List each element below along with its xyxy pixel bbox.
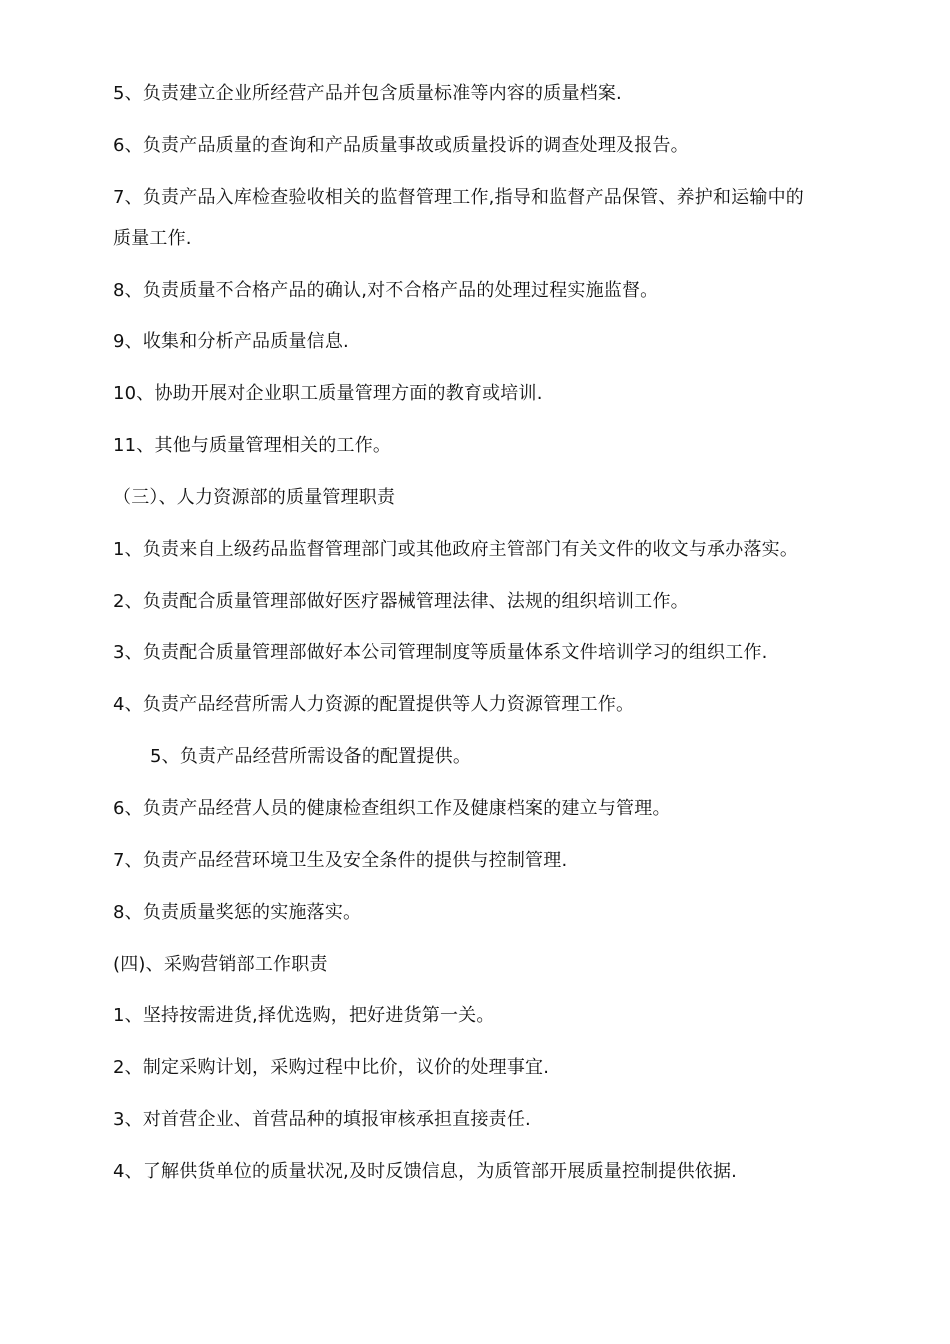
text-line: 6、负责产品质量的查询和产品质量事故或质量投诉的调查处理及报告。 [113, 135, 689, 156]
text-line: 6、负责产品经营人员的健康检查组织工作及健康档案的建立与管理。 [113, 798, 671, 819]
text-line: 9、收集和分析产品质量信息. [113, 331, 349, 352]
section-heading: (四)、采购营销部工作职责 [113, 954, 328, 975]
section-heading: （三）、人力资源部的质量管理职责 [113, 487, 396, 508]
text-line: 11、其他与质量管理相关的工作。 [113, 435, 392, 456]
text-line: 7、负责产品经营环境卫生及安全条件的提供与控制管理. [113, 850, 568, 871]
text-line: 1、负责来自上级药品监督管理部门或其他政府主管部门有关文件的收文与承办落实。 [113, 539, 799, 560]
text-line: 4、负责产品经营所需人力资源的配置提供等人力资源管理工作。 [113, 694, 635, 715]
text-line: 7、负责产品入库检查验收相关的监督管理工作,指导和监督产品保管、养护和运输中的 [113, 187, 804, 208]
text-line: 8、负责质量不合格产品的确认,对不合格产品的处理过程实施监督。 [113, 280, 659, 301]
text-line: 10、协助开展对企业职工质量管理方面的教育或培训. [113, 383, 543, 404]
text-line: 1、坚持按需进货,择优选购，把好进货第一关。 [113, 1005, 495, 1026]
text-line: 4、了解供货单位的质量状况,及时反馈信息，为质管部开展质量控制提供依据. [113, 1161, 738, 1182]
text-line: 8、负责质量奖惩的实施落实。 [113, 902, 362, 923]
text-line: 2、制定采购计划，采购过程中比价，议价的处理事宜. [113, 1057, 550, 1078]
text-line: 3、对首营企业、首营品种的填报审核承担直接责任. [113, 1109, 531, 1130]
text-line: 5、负责建立企业所经营产品并包含质量标准等内容的质量档案. [113, 83, 622, 104]
text-line: 5、负责产品经营所需设备的配置提供。 [150, 746, 472, 767]
text-line: 3、负责配合质量管理部做好本公司管理制度等质量体系文件培训学习的组织工作. [113, 642, 768, 663]
text-line: 2、负责配合质量管理部做好医疗器械管理法律、法规的组织培训工作。 [113, 591, 689, 612]
text-line: 质量工作. [113, 228, 192, 249]
